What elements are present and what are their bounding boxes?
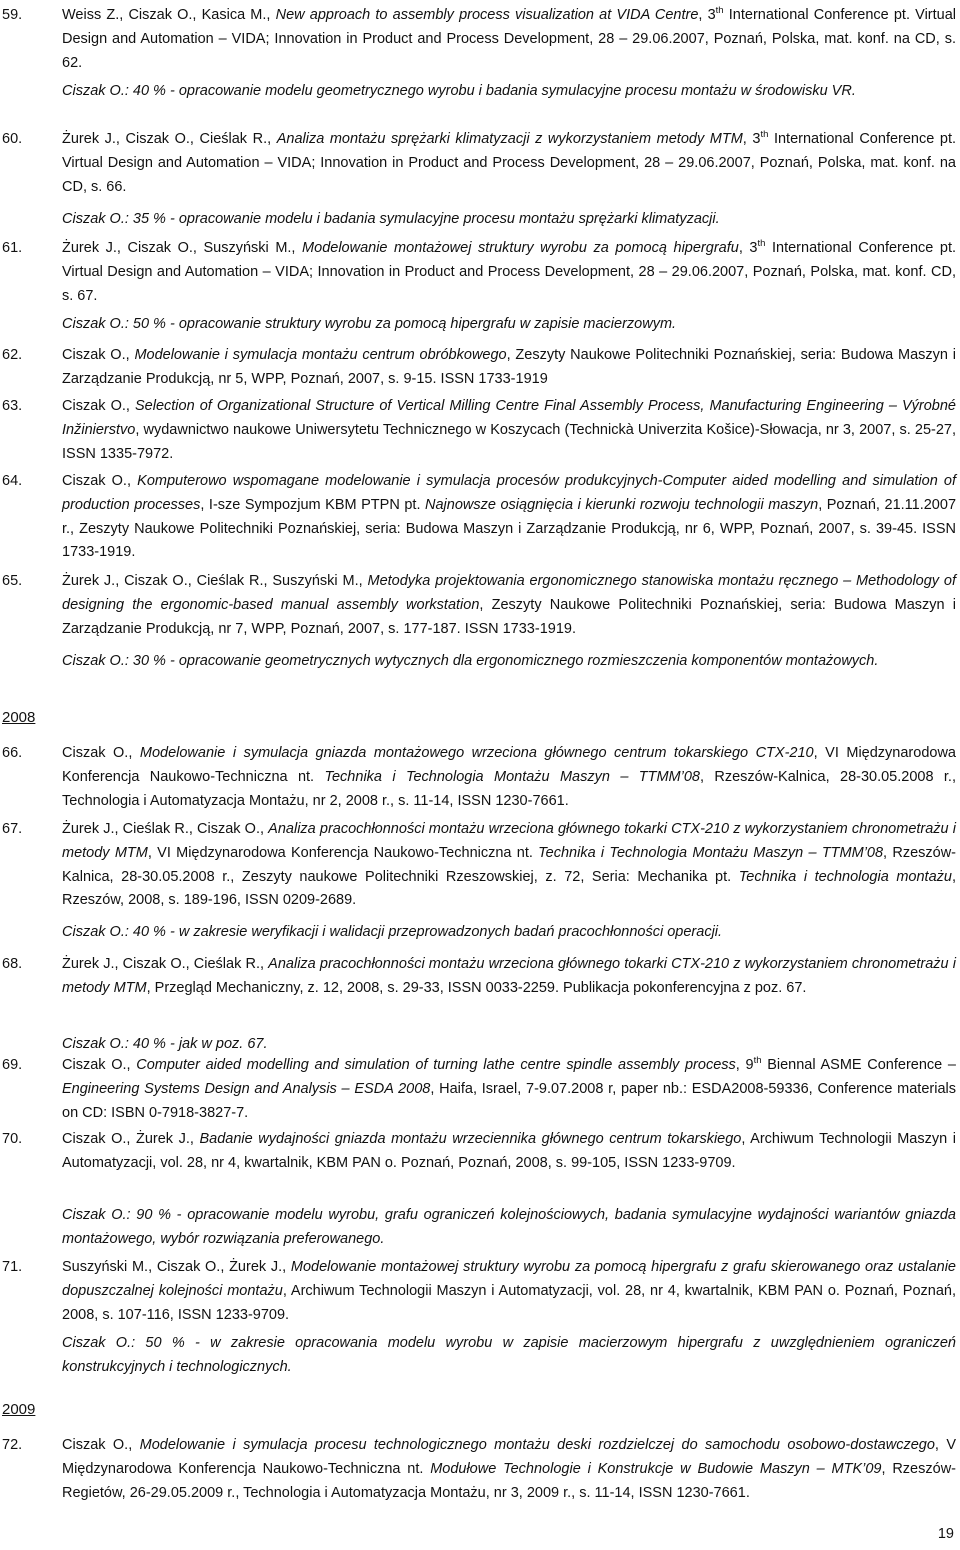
entry-citation [62,470,956,565]
citation-title-segment: Modelowanie i symulacja montażu centrum obróbkowego [134,347,507,363]
citation-text-segment: Ciszak O., Żurek J., [62,1131,200,1147]
entry-number: 72. [2,1437,23,1453]
citation-title-segment: Analiza montażu sprężarki klimatyzacji z wykorzystaniem metody MTM [276,131,743,147]
entry-number: 64. [2,473,23,489]
citation-text-segment: , Zeszyty Naukowe Politechniki Poznańskiej, seria: Budowa Maszyn i Zarządzanie Produkcją, nr 7, WPP, Poznań, 2007, s. 177-187. ISSN 1733-1919. [62,596,956,637]
entry-number: 65. [2,573,23,589]
citation-text-segment: th [715,5,724,16]
entry-citation [62,395,956,466]
citation-title-segment: Modułowe Technologie i Konstrukcje w Budowie Maszyn – MTK’09 [430,1460,882,1477]
entry-number: 67. [2,821,23,837]
year-heading-2009: 2009 [2,1401,36,1418]
citation-text-segment: , Archiwum Technologii Maszyn i Automatyzacji, vol. 28, nr 4, kwartalnik, KBM PAN o. Poznań, Poznań, 2008, s. 99-105, ISSN 1233-9709. [62,1131,956,1171]
entry-citation [62,818,956,913]
citation-text-segment: th [760,129,769,140]
citation-title-segment: Analiza pracochłonności montażu wrzeciona głównego tokarki CTX-210 z wykorzystaniem chronometrażu i metody MTM [62,821,956,861]
citation-title-segment: Najnowsze osiągnięcia i kierunki rozwoju technologii maszyn [425,496,819,513]
citation-text-segment: International Conference pt. Virtual Design and Automation – VIDA; Innovation in Product and Process Development, 28 – 29.06.2007, Poznań, Polska, mat. konf. na CD, s. 66. [62,131,956,195]
entry-contribution-note: Ciszak O.: 90 % - opracowanie modelu wyrobu, grafu ograniczeń kolejnościowych, badania symulacyjne wydajności wariantów gniazda montażowego, wybór rozwiązania preferowanego. [62,1207,956,1247]
entry-contribution-note: Ciszak O.: 40 % - jak w poz. 67. [62,1036,268,1052]
entry-citation [62,344,956,392]
citation-title-segment: Analiza pracochłonności montażu wrzeciona głównego tokarki CTX-210 z wykorzystaniem chronometrażu i metody MTM [62,956,956,996]
citation-title-segment: Selection of Organizational Structure of Vertical Milling Centre Final Assembly Process, Manufacturing Engineering – Výrobné Inžinierstvo [62,398,956,438]
citation-text-segment: Ciszak O., [62,473,138,489]
entry-citation [62,1128,956,1176]
entry-number: 69. [2,1057,23,1073]
entry-contribution-note: Ciszak O.: 40 % - w zakresie weryfikacji i walidacji przeprowadzonych badań pracochłonności operacji. [62,924,723,940]
citation-text-segment: , Rzeszów-Kalnica, 28-30.05.2008 r., Technologia i Automatyzacja Montażu, nr 2, 2008 r., s. 11-14, ISSN 1230-7661. [62,768,956,809]
entry-citation [62,570,956,641]
citation-text-segment: , Przegląd Mechaniczny, z. 12, 2008, s. 29-33, ISSN 0033-2259. Publikacja pokonferencyjna z poz. 67. [146,979,807,996]
citation-text-segment: , Rzeszów, 2008, s. 189-196, ISSN 0209-2689. [62,868,956,909]
citation-text-segment: Weiss Z., Ciszak O., Kasica M., [62,7,276,23]
entry-number: 61. [2,240,23,256]
citation-title-segment: Technika i technologia montażu [738,868,952,885]
entry-citation [62,1256,956,1327]
citation-text-segment: , Rzeszów-Kalnica, 28-30.05.2008 r., Zeszyty naukowe Politechniki Rzeszowskiej, z. 72, Seria: Mechanika pt. [62,844,956,885]
entry-citation [62,953,956,1001]
citation-text-segment: Żurek J., Ciszak O., Cieślak R., [62,956,269,972]
entry-contribution-note: Ciszak O.: 40 % - opracowanie modelu geometrycznego wyrobu i badania symulacyjne procesu montażu w środowisku VR. [62,83,856,99]
citation-text-segment: , 9 [735,1057,754,1073]
citation-title-segment: Engineering Systems Design and Analysis – ESDA 2008 [62,1080,431,1097]
citation-text-segment: , Poznań, 21.11.2007 r., Zeszyty Naukowe Politechniki Poznańskiej, seria: Budowa Maszyn i Zarządzanie Produkcją, nr 6, WPP, Poznań, 2007, s. 39-45. ISSN 1733-1919. [62,496,957,561]
citation-text-segment: , Rzeszów-Regietów, 26-29.05.2009 r., Technologia i Automatyzacja Montażu, nr 3, 2009 r., s. 11-14, ISSN 1230-7661. [62,1460,956,1501]
entry-number: 62. [2,347,23,363]
entry-citation [62,4,956,75]
citation-text-segment: Żurek J., Ciszak O., Cieślak R., [62,131,277,147]
entry-number: 68. [2,956,23,972]
entry-number: 60. [2,131,23,147]
citation-text-segment: Ciszak O., [62,347,135,363]
entry-number: 66. [2,745,23,761]
entry-number: 70. [2,1131,23,1147]
citation-text-segment: , VI Międzynarodowa Konferencja Naukowo-Techniczna nt. [62,745,956,785]
citation-text-segment: Ciszak O., [62,398,135,414]
citation-text-segment: Ciszak O., [62,745,140,761]
entry-citation [62,742,956,813]
citation-title-segment: Technika i Technologia Montażu Maszyn – TTMM’08 [324,768,700,785]
citation-text-segment: , 3 [698,7,716,23]
entry-contribution-note: Ciszak O.: 35 % - opracowanie modelu i badania symulacyjne procesu montażu sprężarki klimatyzacji. [62,211,720,227]
citation-title-segment: Modelowanie i symulacja procesu technologicznego montażu deski rozdzielczej do samochodu osobowo-dostawczego [139,1437,935,1453]
citation-text-segment: Żurek J., Cieślak R., Ciszak O., [62,821,269,837]
citation-title-segment: Modelowanie montażowej struktury wyrobu za pomocą hipergrafu z grafu skierowanego oraz ustalanie dopuszczalnej kolejności montażu [62,1259,956,1299]
citation-title-segment: Modelowanie i symulacja gniazda montażowego wrzeciona głównego centrum tokarskiego CTX-210 [139,745,814,761]
entry-contribution-note: Ciszak O.: 30 % - opracowanie geometrycznych wytycznych dla ergonomicznego rozmieszczenia komponentów montażowych. [62,653,879,669]
citation-title-segment: Komputerowo wspomagane modelowanie i symulacja procesów produkcyjnych-Computer aided modelling and simulation of production processes [62,473,957,513]
citation-text-segment: , VI Międzynarodowa Konferencja Naukowo-Techniczna nt. [147,844,539,861]
citation-title-segment: Modelowanie montażowej struktury wyrobu za pomocą hipergrafu [302,240,739,256]
citation-title-segment: Badanie wydajności gniazda montażu wrzeciennika głównego centrum tokarskiego [199,1131,742,1147]
citation-title-segment: Metodyka projektowania ergonomicznego stanowiska montażu ręcznego – Methodology of designing the ergonomic-based manual assembly workstation [62,573,956,613]
entry-number: 59. [2,7,23,23]
citation-text-segment: , I-sze Sympozjum KBM PTPN pt. [200,496,426,513]
year-heading-2008: 2008 [2,709,36,726]
citation-text-segment: , wydawnictwo naukowe Uniwersytetu Technicznego w Koszycach (Technickà Univerzita Košice)-Słowacja, nr 3, 2007, s. 25-27, ISSN 1335-7972. [62,421,956,462]
entry-number: 71. [2,1259,23,1275]
entry-contribution-note: Ciszak O.: 50 % - w zakresie opracowania modelu wyrobu w zapisie macierzowym hipergrafu z uwzględnieniem ograniczeń konstrukcyjnych i technologicznych. [62,1335,956,1375]
citation-text-segment: , 3 [742,131,761,147]
citation-text-segment: th [753,1055,762,1066]
citation-text-segment: , 3 [738,240,758,256]
citation-text-segment: Suszyński M., Ciszak O., Żurek J., [62,1259,291,1275]
entry-citation [62,1434,956,1505]
citation-text-segment: Żurek J., Ciszak O., Cieślak R., Suszyński M., [62,573,368,589]
citation-text-segment: International Conference pt. Virtual Design and Automation – VIDA; Innovation in Product and Process Development, 28 – 29.06.2007, Poznań, Polska, mat. konf. CD, s. 67. [62,240,957,304]
citation-text-segment: Ciszak O., [62,1437,140,1453]
citation-text-segment: International Conference pt. Virtual Design and Automation – VIDA; Innovation in Product and Process Development, 28 – 29.06.2007, Poznań, Polska, mat. konf. na CD, s. 62. [62,7,956,71]
entry-number: 63. [2,398,23,414]
citation-text-segment: Ciszak O., [62,1057,137,1073]
citation-text-segment: Biennal ASME Conference – [761,1057,956,1073]
citation-text-segment: Żurek J., Ciszak O., Suszyński M., [62,240,303,256]
citation-text-segment: , V Międzynarodowa Konferencja Naukowo-Techniczna nt. [62,1437,956,1477]
citation-text-segment: , Archiwum Technologii Maszyn i Automatyzacji, vol. 28, nr 4, kwartalnik, KBM PAN o. Poznań, Poznań, 2008, s. 107-116, ISSN 1233-9709. [62,1282,956,1323]
entry-citation [62,128,956,199]
page-number: 19 [937,1526,954,1542]
citation-text-segment: th [757,238,766,249]
entry-contribution-note: Ciszak O.: 50 % - opracowanie struktury wyrobu za pomocą hipergrafu w zapisie macierzowym. [62,316,677,332]
citation-text-segment: , Zeszyty Naukowe Politechniki Poznańskiej, seria: Budowa Maszyn i Zarządzanie Produkcją, nr 5, WPP, Poznań, 2007, s. 9-15. ISSN 1733-1919 [62,347,956,387]
citation-title-segment: Computer aided modelling and simulation of turning lathe centre spindle assembly process [136,1057,736,1073]
entry-citation [62,1054,956,1125]
citation-text-segment: , Haifa, Israel, 7-9.07.2008 r, paper nb.: ESDA2008-59336, Conference materials on CD: ISBN 0-7918-3827-7. [62,1080,956,1121]
entry-citation [62,237,956,308]
citation-title-segment: Technika i Technologia Montażu Maszyn – TTMM’08 [538,844,884,861]
citation-title-segment: New approach to assembly process visualization at VIDA Centre [275,7,699,23]
